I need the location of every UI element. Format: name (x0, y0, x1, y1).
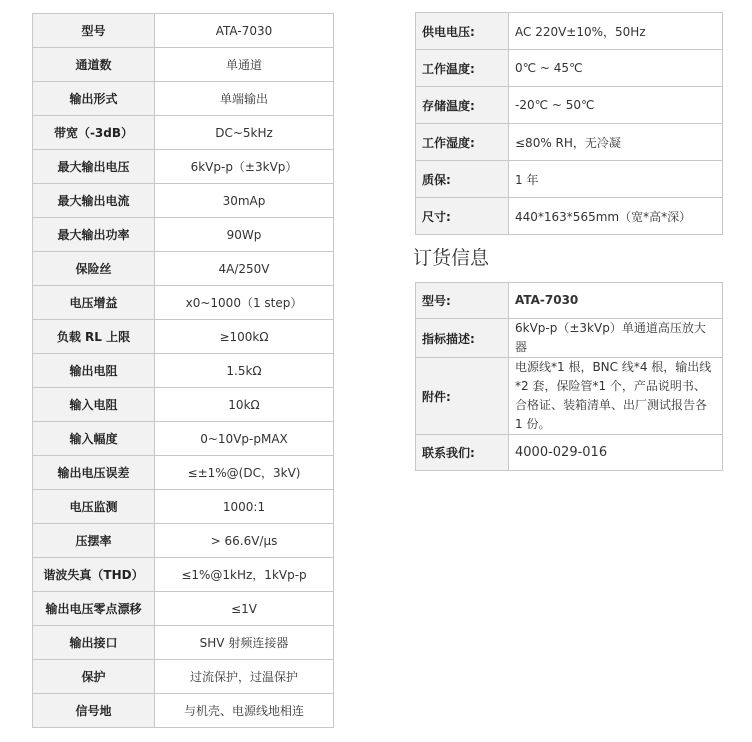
spec-row-value: 与机壳、电源线地相连 (155, 694, 334, 728)
order-title: 订货信息 (413, 247, 490, 269)
supply-row (416, 50, 723, 87)
order-desc-value: 6kVp-p（±3kVp）单通道高压放大器 (509, 319, 723, 358)
order-model-label: 型号: (416, 283, 509, 319)
spec-row (33, 388, 334, 422)
spec-row (33, 422, 334, 456)
supply-row-value: 0℃ ~ 45℃ (509, 50, 723, 87)
supply-row-label: 工作温度: (416, 50, 509, 87)
spec-row-value: DC~5kHz (155, 116, 334, 150)
spec-row-label: 保险丝 (33, 252, 155, 286)
supply-row (416, 87, 723, 124)
spec-row (33, 524, 334, 558)
spec-row (33, 626, 334, 660)
spec-row (33, 218, 334, 252)
order-model-value: ATA-7030 (509, 283, 723, 319)
spec-row (33, 82, 334, 116)
supply-row (416, 198, 723, 235)
spec-row-label: 电压监测 (33, 490, 155, 524)
supply-row (416, 161, 723, 198)
spec-row-label: 谐波失真（THD） (33, 558, 155, 592)
supply-row-value: -20℃ ~ 50℃ (509, 87, 723, 124)
spec-row (33, 660, 334, 694)
spec-row-value: 10kΩ (155, 388, 334, 422)
supply-row-value: ≤80% RH，无冷凝 (509, 124, 723, 161)
spec-row (33, 694, 334, 728)
spec-row-value: 1.5kΩ (155, 354, 334, 388)
order-accessories-value: 电源线*1 根，BNC 线*4 根，输出线*2 套，保险管*1 个，产品说明书、合格证、装箱清单、出厂测试报告各 1 份。 (509, 358, 723, 435)
spec-row-value: 4A/250V (155, 252, 334, 286)
order-accessories-label: 附件: (416, 358, 509, 435)
spec-row-label: 输入幅度 (33, 422, 155, 456)
spec-row-value: ATA-7030 (155, 14, 334, 48)
spec-row-value: 过流保护，过温保护 (155, 660, 334, 694)
supply-row-label: 供电电压: (416, 13, 509, 50)
order-row-accessories (416, 358, 723, 435)
spec-table (32, 13, 334, 728)
spec-row-label: 型号 (33, 14, 155, 48)
spec-row-label: 负载 RL 上限 (33, 320, 155, 354)
spec-row-value: ≥100kΩ (155, 320, 334, 354)
spec-row-value: 6kVp-p（±3kVp） (155, 150, 334, 184)
spec-row (33, 558, 334, 592)
spec-row-value: ≤±1%@(DC，3kV) (155, 456, 334, 490)
spec-row (33, 320, 334, 354)
spec-row-label: 信号地 (33, 694, 155, 728)
spec-row-value: 30mAp (155, 184, 334, 218)
spec-row-label: 最大输出电流 (33, 184, 155, 218)
spec-row-value: 0~10Vp-pMAX (155, 422, 334, 456)
spec-row-value: > 66.6V/μs (155, 524, 334, 558)
supply-row (416, 124, 723, 161)
supply-row-value: 1 年 (509, 161, 723, 198)
supply-row (416, 13, 723, 50)
spec-row (33, 150, 334, 184)
spec-row-label: 输出电阻 (33, 354, 155, 388)
spec-row-value: SHV 射频连接器 (155, 626, 334, 660)
supply-row-label: 质保: (416, 161, 509, 198)
supply-table (415, 12, 723, 235)
spec-row (33, 456, 334, 490)
order-row-contact (416, 435, 723, 471)
spec-row-label: 输出电压误差 (33, 456, 155, 490)
order-row-description (416, 319, 723, 358)
spec-row-value: 单通道 (155, 48, 334, 82)
spec-row (33, 48, 334, 82)
spec-row (33, 286, 334, 320)
order-contact-label: 联系我们: (416, 435, 509, 471)
spec-row (33, 184, 334, 218)
supply-row-value: 440*163*565mm（宽*高*深） (509, 198, 723, 235)
spec-row-label: 最大输出功率 (33, 218, 155, 252)
order-row-model (416, 283, 723, 319)
spec-row (33, 14, 334, 48)
spec-row-value: 单端输出 (155, 82, 334, 116)
spec-row-label: 通道数 (33, 48, 155, 82)
supply-row-label: 存储温度: (416, 87, 509, 124)
spec-row (33, 252, 334, 286)
spec-row-label: 输出接口 (33, 626, 155, 660)
spec-row-value: ≤1V (155, 592, 334, 626)
spec-row-label: 带宽（-3dB） (33, 116, 155, 150)
spec-row-value: 90Wp (155, 218, 334, 252)
spec-row-label: 最大输出电压 (33, 150, 155, 184)
spec-row (33, 116, 334, 150)
order-desc-label: 指标描述: (416, 319, 509, 358)
supply-row-label: 尺寸: (416, 198, 509, 235)
spec-row-value: ≤1%@1kHz，1kVp-p (155, 558, 334, 592)
order-table (415, 282, 723, 471)
spec-row-label: 输入电阻 (33, 388, 155, 422)
spec-row-label: 输出形式 (33, 82, 155, 116)
spec-row (33, 490, 334, 524)
spec-row-value: x0~1000（1 step） (155, 286, 334, 320)
spec-row (33, 592, 334, 626)
supply-row-value: AC 220V±10%，50Hz (509, 13, 723, 50)
spec-row-label: 保护 (33, 660, 155, 694)
spec-row-label: 压摆率 (33, 524, 155, 558)
spec-row-label: 输出电压零点漂移 (33, 592, 155, 626)
order-contact-value: 4000-029-016 (509, 435, 723, 471)
supply-row-label: 工作湿度: (416, 124, 509, 161)
spec-row (33, 354, 334, 388)
spec-row-value: 1000:1 (155, 490, 334, 524)
spec-row-label: 电压增益 (33, 286, 155, 320)
